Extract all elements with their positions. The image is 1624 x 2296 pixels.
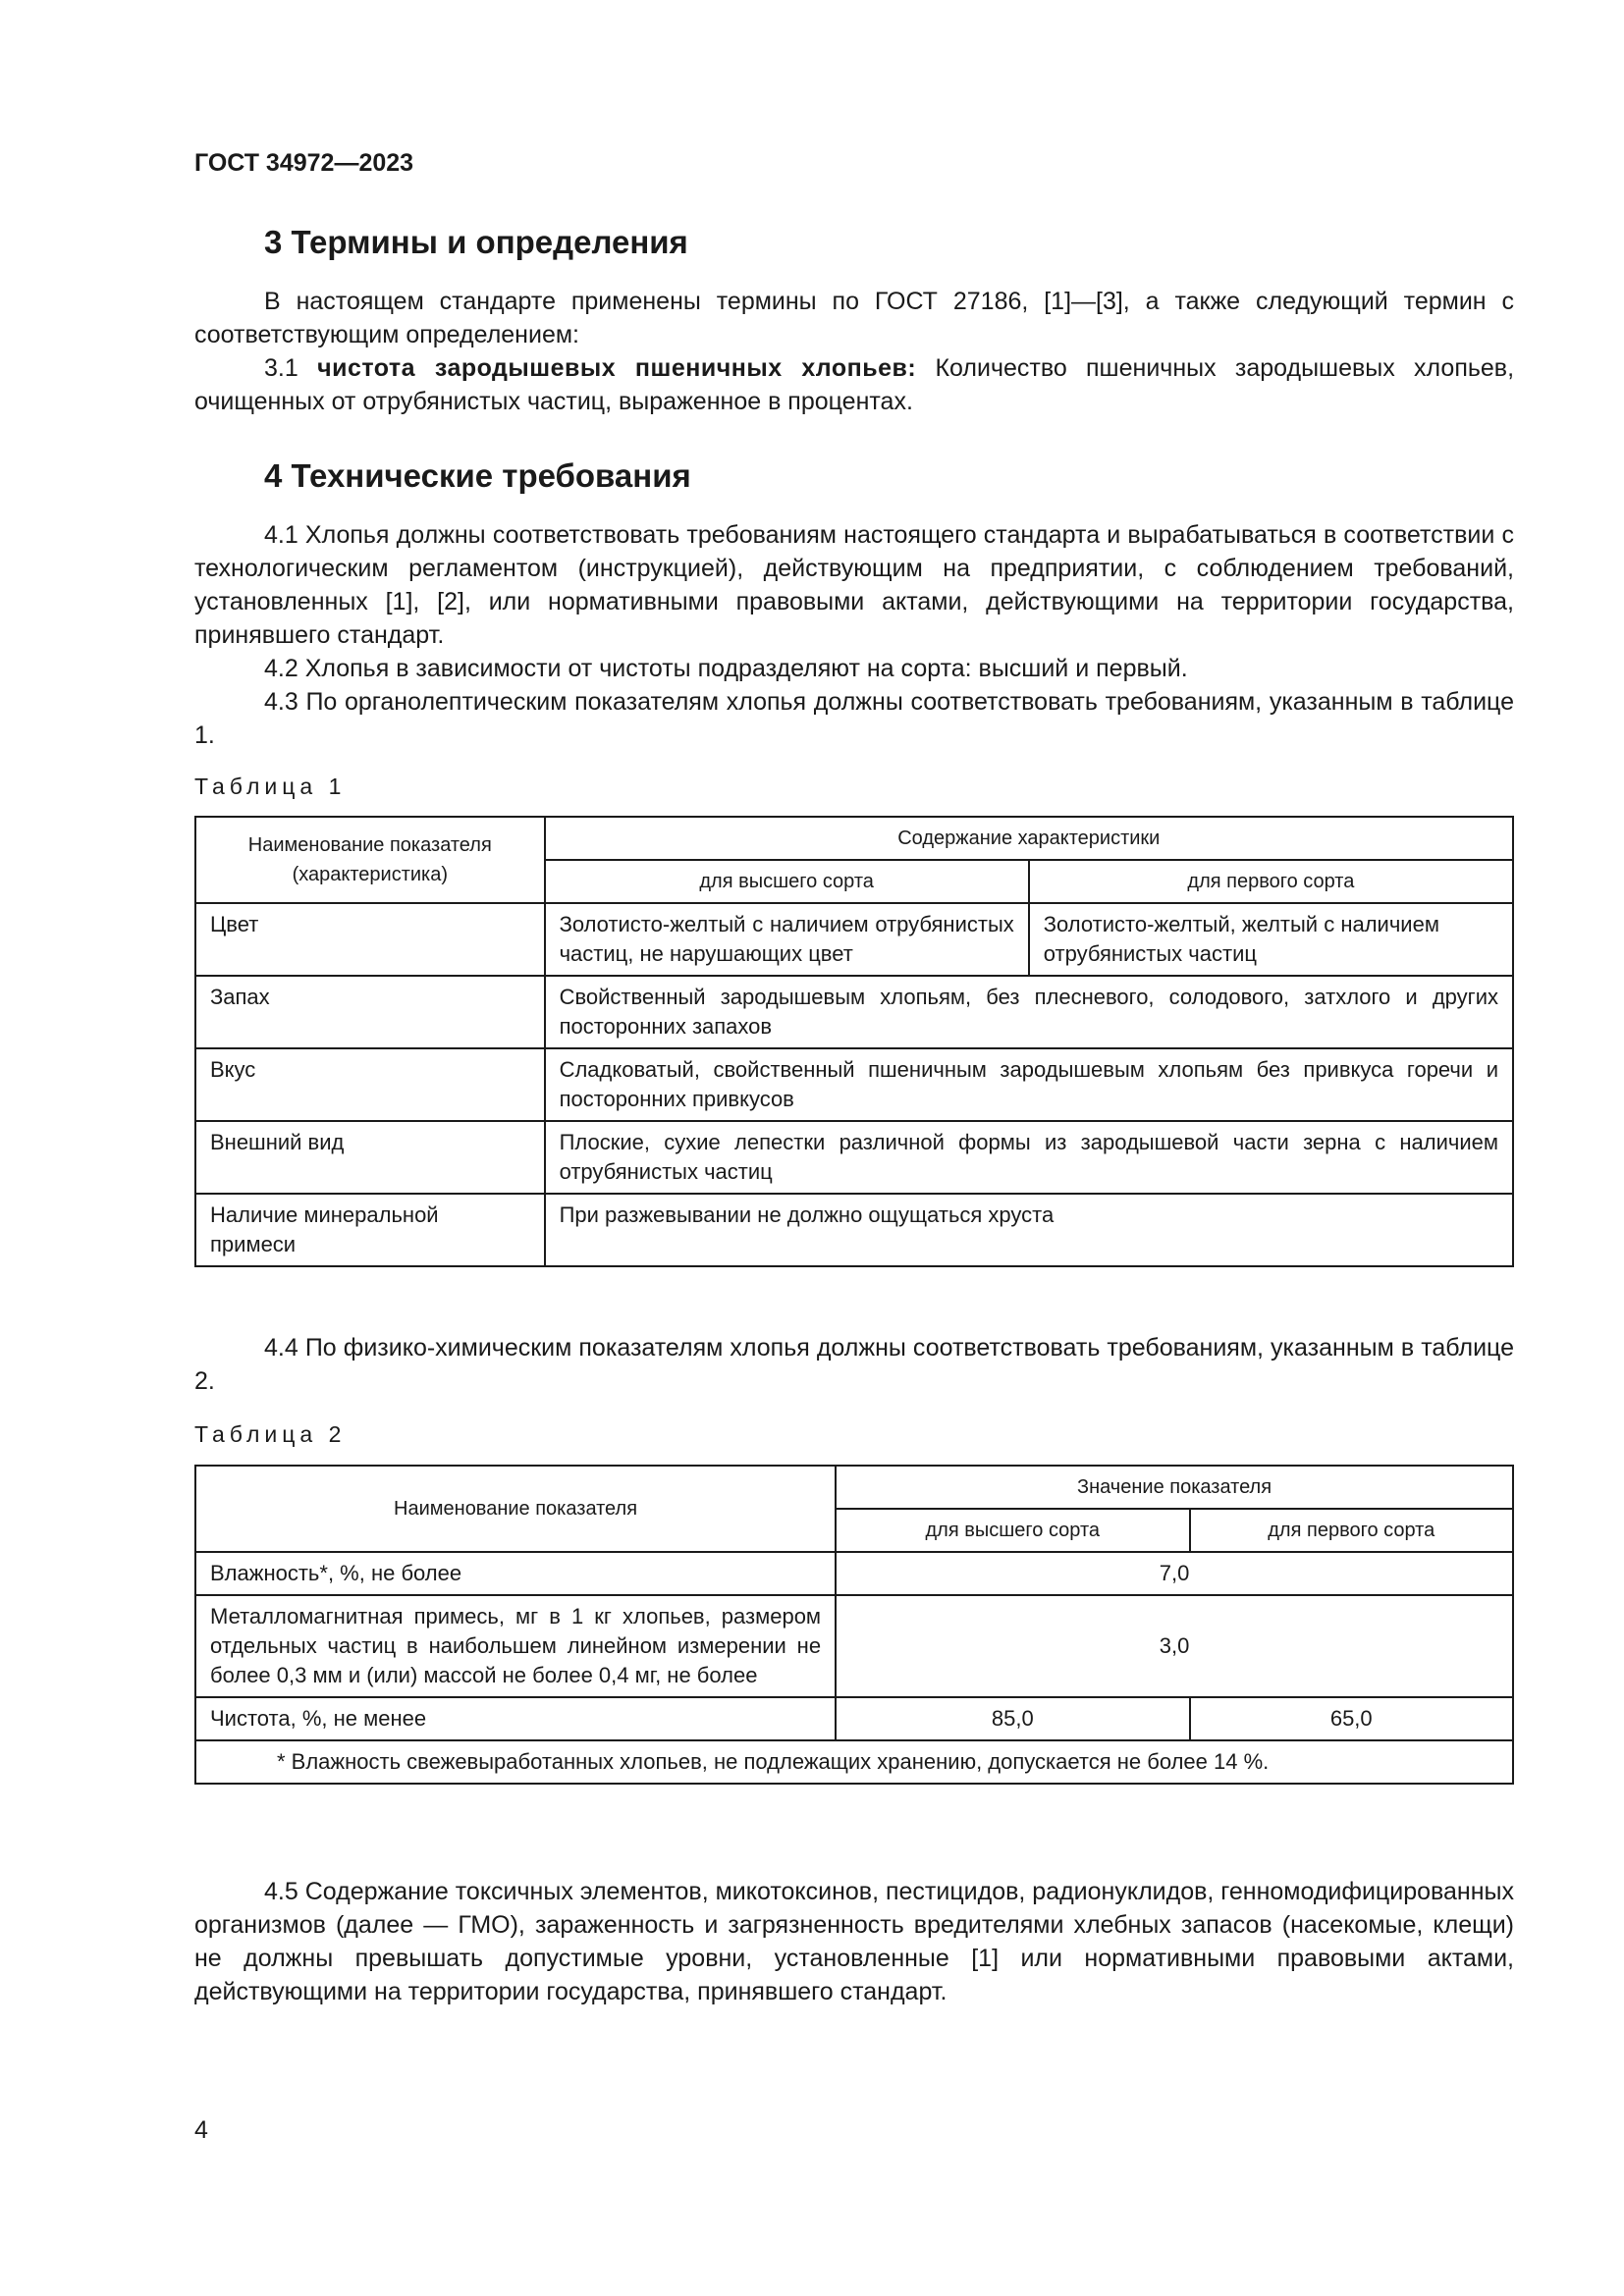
table-row: [195, 1048, 1513, 1121]
table-2-caption: Таблица 2: [194, 1421, 347, 1447]
section-4-title: 4 Технические требования: [264, 457, 691, 494]
t2-header-top-grade: для высшего сорта: [836, 1509, 1189, 1552]
section-4-body: [194, 518, 1514, 752]
table-2-block: [194, 1465, 1514, 1785]
t2-header-value: Значение показателя: [836, 1466, 1513, 1509]
paragraph-4-1: 4.1 Хлопья должны соответствовать требованиям настоящего стандарта и вырабатываться в соответствии с технологическим регламентом (инструкцией), действующим на предприятии, с соблюдением требований, установленных [1], [2], или нормативными правовыми актами, действующими на территории государства, принявшего стандарт.: [194, 521, 1514, 649]
section-4: [194, 457, 1514, 495]
table-row: [195, 976, 1513, 1048]
table-row: [195, 1552, 1513, 1595]
section-4-body-3: [194, 1875, 1514, 2008]
t1-header-name: Наименование показателя (характеристика): [195, 817, 545, 903]
term-text: Количество пшеничных зародышевых хлопьев, очищенных от отрубянистых частиц, выраженное в процентах.: [194, 354, 1515, 415]
table-1-block: [194, 816, 1514, 1267]
table-row: [195, 903, 1513, 976]
table-1-caption-block: [194, 774, 1514, 800]
table-1-caption: Таблица 1: [194, 774, 347, 799]
section-3: [194, 224, 1514, 261]
t1-row-name: Запах: [195, 976, 545, 1048]
term-definition: [194, 351, 1514, 418]
t2-row-name: Металломагнитная примесь, мг в 1 кг хлопьев, размером отдельных частиц в наибольшем линейном измерении не более 0,3 мм и (или) массой не более 0,4 мг, не более: [195, 1595, 836, 1697]
paragraph-4-2: 4.2 Хлопья в зависимости от чистоты подразделяют на сорта: высший и первый.: [264, 655, 1188, 682]
t1-row-value: Плоские, сухие лепестки различной формы из зародышевой части зерна с наличием отрубянистых частиц: [545, 1121, 1513, 1194]
t1-header-top-grade: для высшего сорта: [545, 860, 1029, 903]
t2-header-first-grade: для первого сорта: [1190, 1509, 1514, 1552]
term-name: чистота зародышевых пшеничных хлопьев:: [317, 354, 917, 382]
t1-header-first-grade: для первого сорта: [1029, 860, 1513, 903]
paragraph-4-3: 4.3 По органолептическим показателям хлопья должны соответствовать требованиям, указанным в таблице 1.: [194, 688, 1514, 749]
t2-row-name: Чистота, %, не менее: [195, 1697, 836, 1740]
table-row: [195, 1121, 1513, 1194]
term-number: 3.1: [264, 354, 298, 382]
table-1: [194, 816, 1514, 1267]
table-2-caption-block: [194, 1421, 1514, 1448]
table-row: [195, 1194, 1513, 1266]
table-row: [195, 1595, 1513, 1697]
t2-row-top: 85,0: [836, 1697, 1189, 1740]
section-3-title: 3 Термины и определения: [264, 224, 688, 260]
t1-row-value: Свойственный зародышевым хлопьям, без плесневого, солодового, затхлого и других посторонних запахов: [545, 976, 1513, 1048]
t1-header-content: Содержание характеристики: [545, 817, 1513, 860]
t2-row-value: 3,0: [836, 1595, 1513, 1697]
page-number: 4: [194, 2116, 208, 2144]
t1-row-name: Внешний вид: [195, 1121, 545, 1194]
table-row: [195, 1697, 1513, 1740]
paragraph-4-5: 4.5 Содержание токсичных элементов, микотоксинов, пестицидов, радионуклидов, генномодифицированных организмов (далее — ГМО), зараженность и загрязненность вредителями хлебных запасов (насекомые, клещи) не должны превышать допустимые уровни, установленные [1] или нормативными правовыми актами, действующими на территории государства, принявшего стандарт.: [194, 1878, 1514, 2005]
t1-row-name: Цвет: [195, 903, 545, 976]
t1-row-name: Вкус: [195, 1048, 545, 1121]
t1-row-name: Наличие минеральной примеси: [195, 1194, 545, 1266]
t1-row-top: Золотисто-желтый с наличием отрубянистых частиц, не нарушающих цвет: [545, 903, 1029, 976]
section-4-body-2: [194, 1331, 1514, 1398]
paragraph-4-4: 4.4 По физико-химическим показателям хлопья должны соответствовать требованиям, указанным в таблице 2.: [194, 1334, 1514, 1395]
t1-row-first: Золотисто-желтый, желтый с наличием отрубянистых частиц: [1029, 903, 1513, 976]
t2-footnote: * Влажность свежевыработанных хлопьев, не подлежащих хранению, допускается не более 14 %.: [195, 1740, 1513, 1784]
table-2: [194, 1465, 1514, 1785]
t2-row-name: Влажность*, %, не более: [195, 1552, 836, 1595]
t2-row-first: 65,0: [1190, 1697, 1514, 1740]
section-3-intro: В настоящем стандарте применены термины по ГОСТ 27186, [1]—[3], а также следующий термин с соответствующим определением:: [194, 288, 1514, 348]
t2-header-name: Наименование показателя: [195, 1466, 836, 1552]
t1-row-value: Сладковатый, свойственный пшеничным зародышевым хлопьям без привкуса горечи и посторонних привкусов: [545, 1048, 1513, 1121]
document-id: ГОСТ 34972—2023: [194, 149, 414, 177]
section-3-body: [194, 285, 1514, 418]
t2-row-value: 7,0: [836, 1552, 1513, 1595]
t1-row-value: При разжевывании не должно ощущаться хруста: [545, 1194, 1513, 1266]
